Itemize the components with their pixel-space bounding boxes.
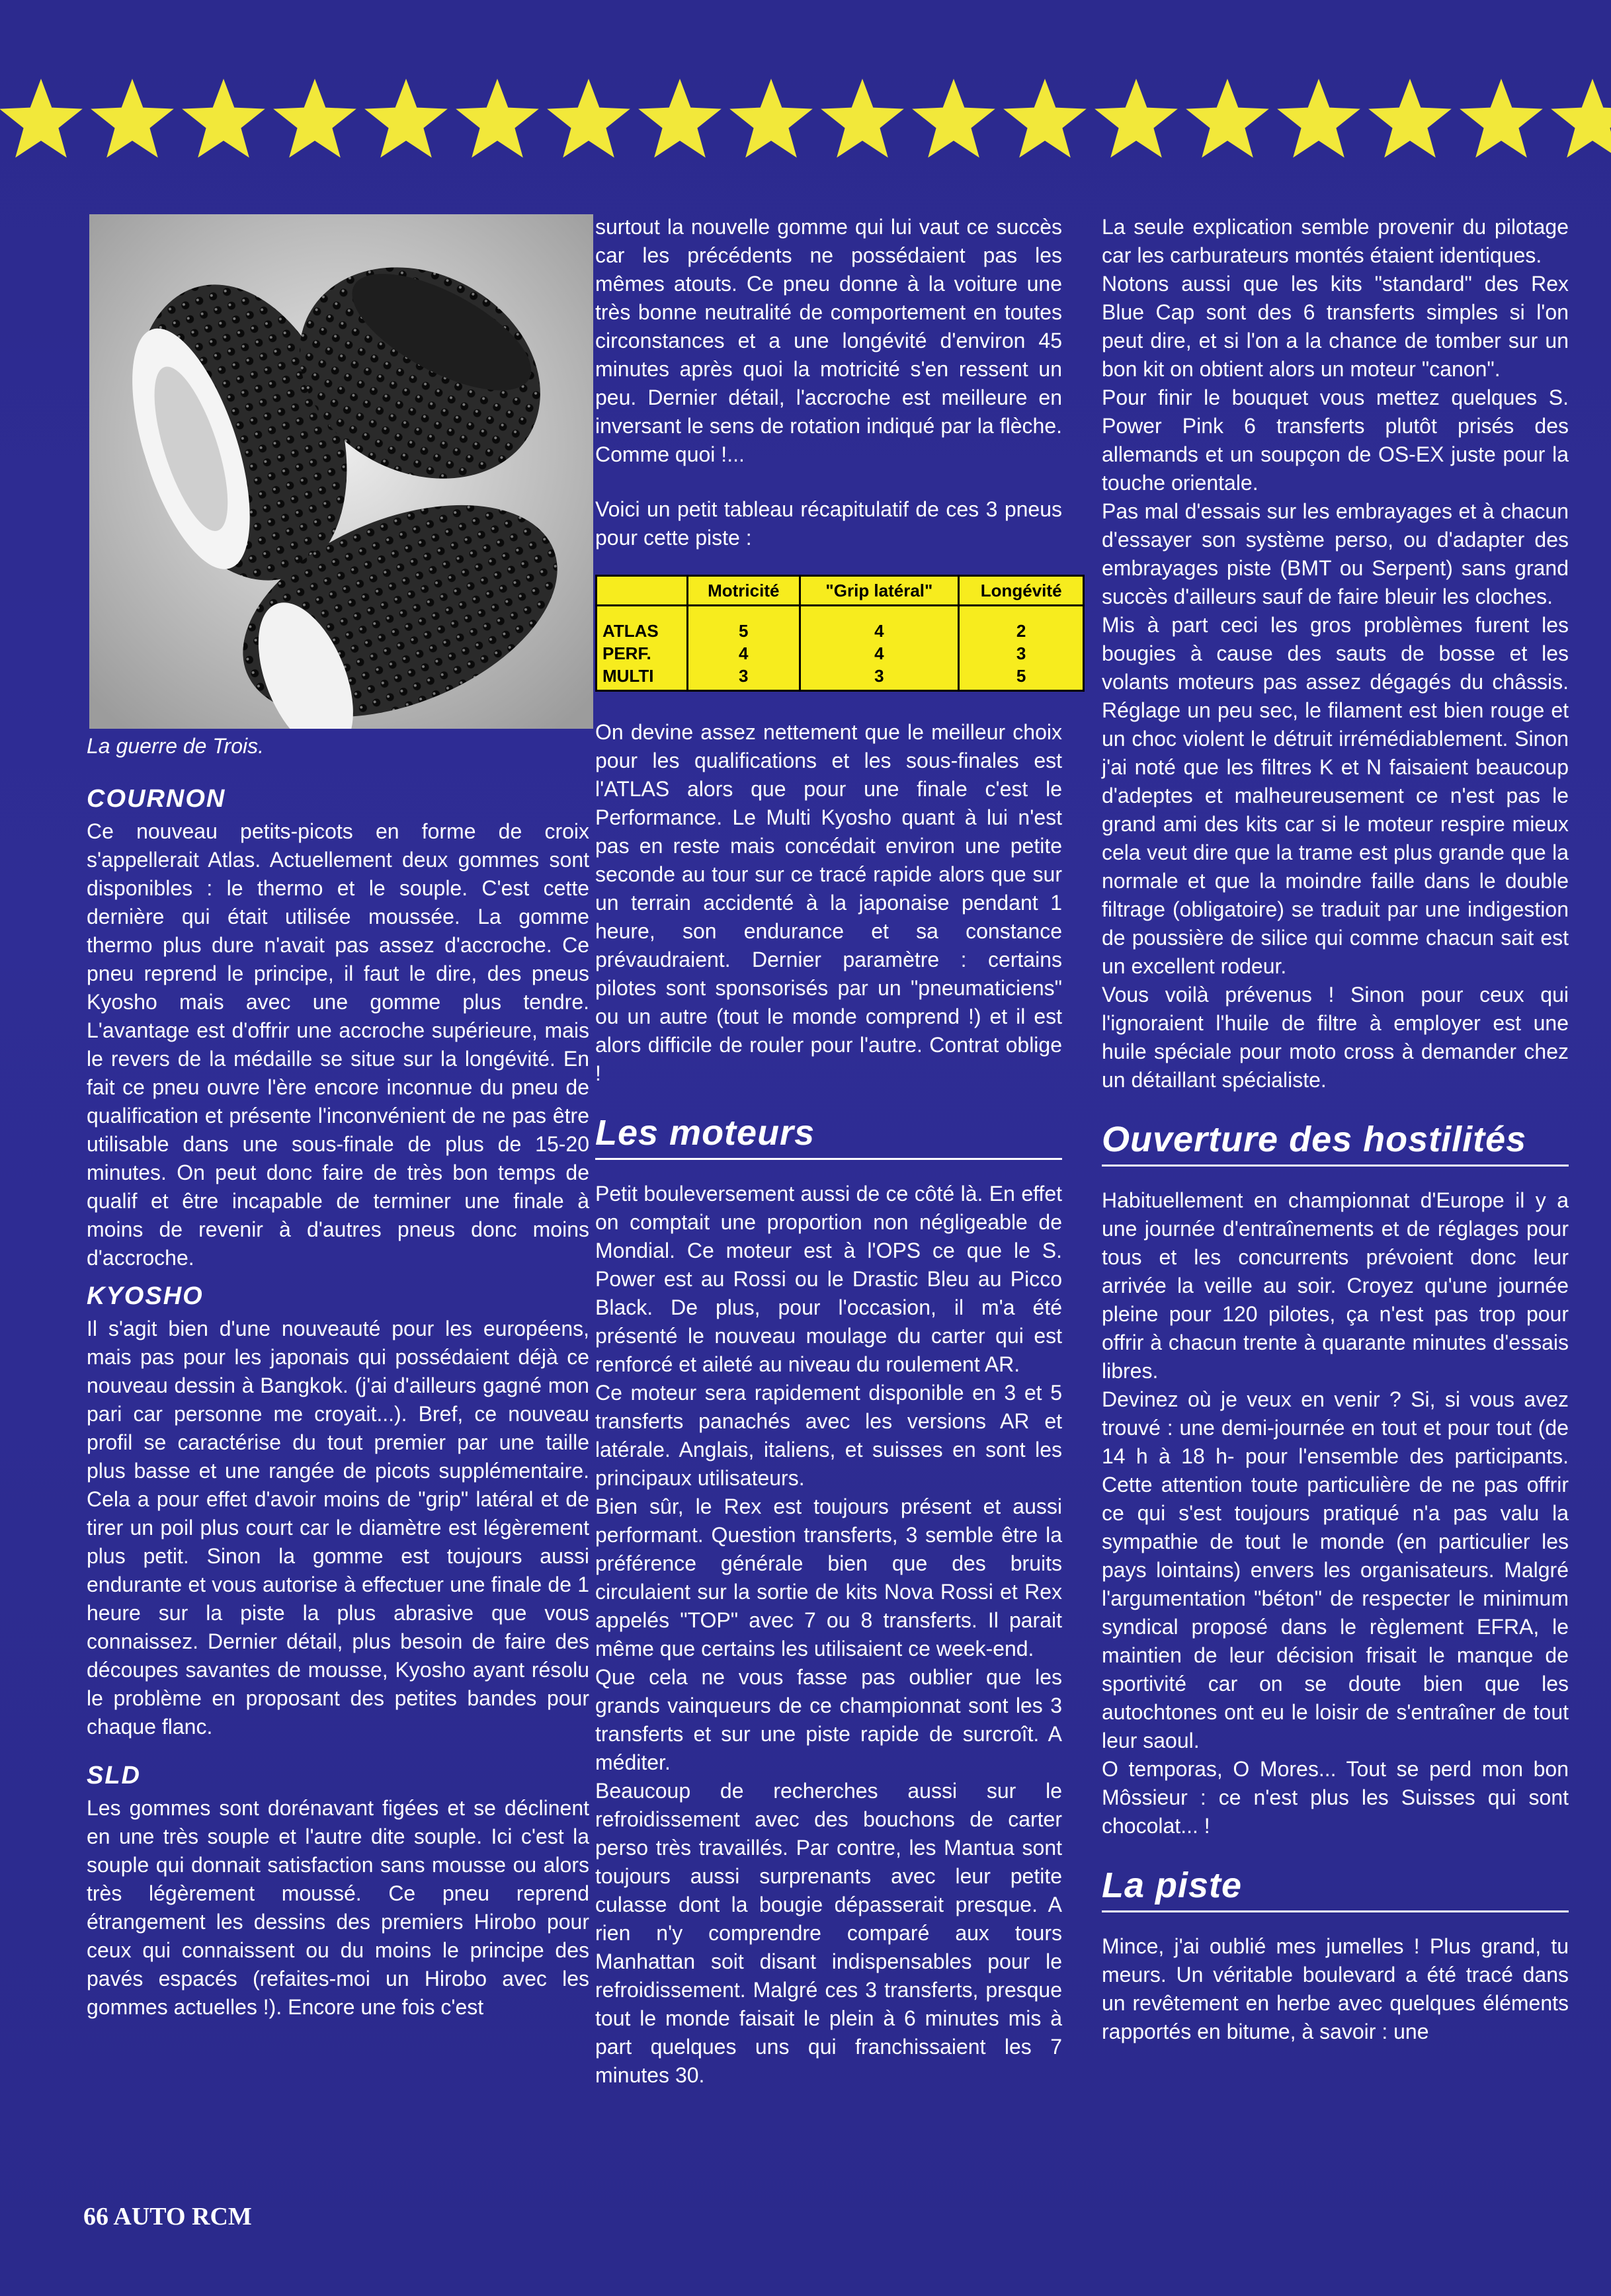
page-number: 66 bbox=[83, 2203, 108, 2231]
section-title-kyosho: KYOSHO bbox=[87, 1282, 204, 1310]
col2-paragraph-5: Ce moteur sera rapidement disponible en 3 et 5 transferts panachés avec les versions AR et latérale. Anglais, italiens, et suisses en sont les principaux utilisateurs. bbox=[595, 1381, 1062, 1490]
table-header-row bbox=[597, 576, 1084, 606]
tyre-multi: MULTI bbox=[602, 666, 654, 686]
star-icon bbox=[1186, 79, 1269, 157]
col2-paragraph-6: Bien sûr, le Rex est toujours présent et aussi performant. Question transferts, 3 semble être la préférence générale bien que des bruits circulaient sur la sortie de kits Nova Rossi et Rex appelés "TOP" avec 7 ou 8 transferts. Il parait même que certains les utilisaient ce week-end. bbox=[595, 1495, 1062, 1660]
table-header-longevite: Longévité bbox=[959, 576, 1084, 606]
col3-paragraph-10: Mince, j'ai oublié mes jumelles ! Plus grand, tu meurs. Un véritable boulevard a été tracé dans un revêtement en herbe avec quelques éléments rapportés en bitume, à savoir : une bbox=[1102, 1934, 1569, 2043]
star-icon bbox=[456, 79, 539, 157]
value: 3 bbox=[1016, 643, 1026, 663]
star-icon bbox=[1551, 79, 1611, 157]
col3-paragraph-8: Devinez où je veux en venir ? Si, si vous avez trouvé : une demi-journée en tout et pour tout (de 14 h à 18 h- pour l'ensemble des participants. Cette attention toute particulière de ne pas offrir ce qui s'est toujours pratiqué n'a pas valu la sympathie de tout le monde (en particulier les pays lointains) envers les organisateurs. Malgré l'argumentation "béton" de respecter le minimum syndical proposé dans le règlement EFRA, le maintien de leur décision frisait le manque de sportivité car on se doute bien que les autochtones ont eu le loisir de s'entraîner de tout leur saoul. bbox=[1102, 1387, 1569, 1752]
star-icon bbox=[1368, 79, 1452, 157]
cournon-text: Ce nouveau petits-picots en forme de croix s'appellerait Atlas. Actuellement deux gommes sont disponibles : le thermo et le souple. C'est cette dernière qui était utilisée moussée. La gomme thermo plus dure n'avait pas assez d'accroche. Ce pneu reprend le principe, il faut le dire, des pneus Kyosho mais avec une gomme plus tendre. L'avantage est d'offrir une accroche supérieure, mais le revers de la médaille se situe sur la longévité. En fait ce pneu ouvre l'ère encore inconnue du pneu de qualification et présente l'inconvénient de ne pas être utilisable dans une sous-finale de plus de 15-20 minutes. On peut donc faire de très bon temps de qualif et être incapable de terminer une finale à moins de revenir à d'autres pneus donc moins d'accroche. bbox=[87, 819, 589, 1270]
star-icon bbox=[1460, 79, 1543, 157]
kyosho-text: Il s'agit bien d'une nouveauté pour les européens, mais pas pour les japonais qui possédaient déjà ce nouveau dessin à Bangkok. (j'ai d'ailleurs gagné mon pari car personne me croyait...). Bref, ce nouveau profil se caractérise du tout premier par une taille plus basse et une rangée de picots supplémentaire. Cela a pour effet d'avoir moins de "grip" latéral et de tirer un poil plus court car le diamètre est légèrement plus petit. Sinon la gomme est toujours aussi endurante et vous autorise à effectuer une finale de 1 heure sur la piste la plus abrasive que vous connaissez. Dernier détail, plus besoin de faire des découpes savantes de mousse, Kyosho ayant résolu le problème en proposant des petites bandes pour chaque flanc. bbox=[87, 1317, 589, 1739]
table-header-grip: "Grip latéral" bbox=[800, 576, 959, 606]
table-row bbox=[597, 606, 1084, 691]
star-banner bbox=[0, 66, 1611, 179]
table-tyre-names bbox=[597, 606, 688, 691]
col2-paragraph-2: Voici un petit tableau récapitulatif de ces 3 pneus pour cette piste : bbox=[595, 497, 1062, 550]
star-icon bbox=[1095, 79, 1178, 157]
tyres-photo bbox=[89, 214, 593, 729]
section-title-sld: SLD bbox=[87, 1762, 141, 1789]
table-header-motricite: Motricité bbox=[688, 576, 800, 606]
tyre-atlas: ATLAS bbox=[602, 621, 659, 641]
star-icon bbox=[638, 79, 722, 157]
col3-paragraph-2: Notons aussi que les kits "standard" des Rex Blue Cap sont des 6 transferts simples si l'on peut dire, et si l'on a la chance de tomber sur un bon kit on obtient alors un moteur "canon". bbox=[1102, 272, 1569, 381]
col3-paragraph-6: Vous voilà prévenus ! Sinon pour ceux qui l'ignoraient l'huile de filtre à employer est une huile spéciale pour moto cross à demander chez un détaillant spécialiste. bbox=[1102, 983, 1569, 1092]
value: 2 bbox=[1016, 621, 1026, 641]
sld-text: Les gommes sont dorénavant figées et se déclinent en une très souple et l'autre dite souple. Ici c'est la souple qui donnait satisfaction sans mousse ou alors très légèrement moussé. Ce pneu reprend étrangement les dessins des premiers Hirobo pour ceux qui connaissent ou du moins le principe des pavés espacés (refaites-moi un Hirobo avec les gommes actuelles !). Encore une fois c'est bbox=[87, 1796, 589, 2019]
col2-paragraph-8: Beaucoup de recherches aussi sur le refroidissement avec des bouchons de carter perso très travaillés. Par contre, les Mantua sont toujours aussi surprenants avec leur petite culasse dont la bougie dépasserait presque. A rien n'y comprendre comparé aux tours Manhattan soit disant indispensables pour le refroidissement. Malgré ces 3 transferts, presque tout le monde faisait le plein à 6 minutes mis à part quelques uns qui franchissaient les 7 minutes 30. bbox=[595, 1779, 1062, 2087]
value: 3 bbox=[739, 666, 749, 686]
star-icon bbox=[912, 79, 995, 157]
tyres-illustration bbox=[89, 214, 593, 729]
star-icon bbox=[273, 79, 356, 157]
value: 3 bbox=[874, 666, 884, 686]
value: 5 bbox=[739, 621, 749, 641]
section-title-cournon: COURNON bbox=[87, 785, 226, 813]
value: 4 bbox=[739, 643, 749, 663]
col3-paragraph-4: Pas mal d'essais sur les embrayages et à chacun d'essayer son système perso, ou d'adapter des embrayages piste (BMT ou Serpent) sans grand succès d'ailleurs sauf de faire bleuir les cloches. bbox=[1102, 499, 1569, 608]
section-heading-piste: La piste bbox=[1102, 1863, 1569, 1912]
col3-paragraph-9: O temporas, O Mores... Tout se perd mon bon Môssieur : ce n'est plus les Suisses qui sont chocolat... ! bbox=[1102, 1757, 1569, 1838]
col3-paragraph-7: Habituellement en championnat d'Europe il y a une journée d'entraînements et de réglages pour tous et les concurrents prévoient donc leur arrivée la veille au soir. Croyez qu'une journée pleine pour 120 pilotes, ça n'est pas trop pour offrir à chacun trente à quarante minutes d'essais libres. bbox=[1102, 1188, 1569, 1383]
col2-paragraph-1: surtout la nouvelle gomme qui lui vaut ce succès car les précédents ne possédaient pas les mêmes atouts. Ce pneu donne à la voiture une très bonne neutralité de comportement en toutes circonstances et a une longévité d'environ 45 minutes après quoi la motricité s'en ressent un peu. Dernier détail, l'accroche est meilleure en inversant le sens de rotation indiqué par la flèche. Comme quoi !... bbox=[595, 215, 1062, 466]
star-icon bbox=[91, 79, 174, 157]
column-3 bbox=[1102, 213, 1569, 2046]
star-icon bbox=[1277, 79, 1360, 157]
col2-paragraph-3: On devine assez nettement que le meilleur choix pour les qualifications et les sous-finales est l'ATLAS alors que pour une finale c'est le Performance. Le Multi Kyosho quant à lui n'est pas en reste mais concédait environ une petite seconde au tour sur ce tracé rapide alors que sur un terrain accidenté à la japonaise pendant 1 heure, son endurance et sa constance prévaudraient. Dernier paramètre : certains pilotes sont sponsorisés par un "pneumaticiens" ou un autre (tout le monde comprend !) et il est alors difficile de rouler pour l'autre. Contrat oblige ! bbox=[595, 720, 1062, 1085]
col3-paragraph-1: La seule explication semble provenir du pilotage car les carburateurs montés étaient identiques. bbox=[1102, 215, 1569, 267]
star-icon bbox=[729, 79, 813, 157]
star-icon bbox=[364, 79, 448, 157]
column-1 bbox=[87, 775, 589, 2022]
tyre-perf: PERF. bbox=[602, 643, 651, 663]
table-longevite-values bbox=[959, 606, 1084, 691]
star-icon bbox=[182, 79, 265, 157]
value: 4 bbox=[874, 621, 884, 641]
star-icon bbox=[547, 79, 630, 157]
star-icon bbox=[1003, 79, 1087, 157]
table-grip-values bbox=[800, 606, 959, 691]
section-heading-ouverture: Ouverture des hostilités bbox=[1102, 1117, 1569, 1167]
table-motricite-values bbox=[688, 606, 800, 691]
magazine-name: AUTO RCM bbox=[113, 2203, 252, 2231]
col3-paragraph-5: Mis à part ceci les gros problèmes furent les bougies à cause des sauts de bosse et les volants moteurs pas assez dégagés du châssis. Réglage un peu sec, le filament est bien rouge et un choc violent le détruit irrémédiablement. Sinon j'ai noté que les filtres K et N faisaient beaucoup d'adeptes et malheureusement ce n'est pas le grand ami des kits car si le moteur respire mieux cela veut dire que la trame est plus grande que la normale et que la moindre faille dans le double filtrage (obligatoire) se traduit par une indigestion de poussière de silice qui comme chacun sait est un excellent rodeur. bbox=[1102, 613, 1569, 978]
value: 4 bbox=[874, 643, 884, 663]
star-banner-graphic bbox=[0, 66, 1611, 179]
col2-paragraph-4: Petit bouleversement aussi de ce côté là. En effet on comptait une proportion non négligeable de Mondial. Ce moteur est à l'OPS ce que le S. Power est au Rossi ou le Drastic Bleu au Picco Black. De plus, pour l'occasion, il m'a été présenté le nouveau moulage du carter qui est renforcé et aileté au niveau du roulement AR. bbox=[595, 1182, 1062, 1376]
page-footer bbox=[83, 2202, 252, 2231]
star-icon bbox=[821, 79, 904, 157]
star-icon bbox=[0, 79, 83, 157]
table-corner bbox=[597, 576, 688, 606]
section-heading-moteurs: Les moteurs bbox=[595, 1110, 1062, 1160]
col2-paragraph-7: Que cela ne vous fasse pas oublier que les grands vainqueurs de ce championnat sont les 3 transferts et sur une piste rapide de surcroît. A méditer. bbox=[595, 1665, 1062, 1774]
column-2 bbox=[595, 213, 1062, 2090]
recap-table bbox=[595, 575, 1085, 692]
photo-caption: La guerre de Trois. bbox=[87, 734, 264, 758]
col3-paragraph-3: Pour finir le bouquet vous mettez quelques S. Power Pink 6 transferts plutôt prisés des allemands et un soupçon de OS-EX juste pour la touche orientale. bbox=[1102, 386, 1569, 495]
value: 5 bbox=[1016, 666, 1026, 686]
